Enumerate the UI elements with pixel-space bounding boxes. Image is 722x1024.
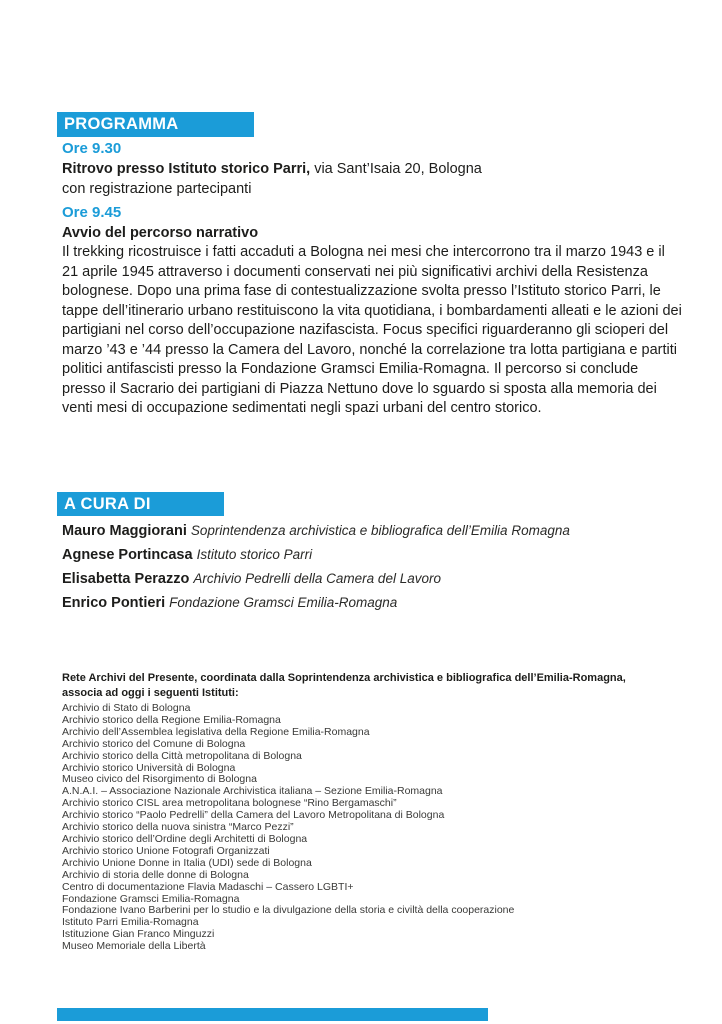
institution-item: Istituzione Gian Franco Minguzzi bbox=[62, 928, 215, 941]
curator-row bbox=[62, 543, 682, 567]
curator-affiliation: Fondazione Gramsci Emilia-Romagna bbox=[169, 595, 398, 610]
institution-item: Fondazione Gramsci Emilia-Romagna bbox=[62, 892, 240, 905]
institution-item: Archivio storico CISL area metropolitana bolognese “Rino Bergamaschi” bbox=[62, 797, 397, 810]
slot-930-registration-line: con registrazione partecipanti bbox=[62, 181, 252, 197]
a-cura-di-section-bar bbox=[57, 492, 224, 516]
slot-930-title-rest: via Sant’Isaia 20, Bologna bbox=[310, 161, 482, 177]
institution-item: Archivio storico Università di Bologna bbox=[62, 761, 236, 774]
institution-item: Museo civico del Risorgimento di Bologna bbox=[62, 773, 257, 786]
curator-row bbox=[62, 591, 682, 615]
a-cura-di-section-title: A CURA DI bbox=[64, 494, 151, 513]
network-intro-line1: Rete Archivi del Presente, coordinata dalla Soprintendenza archivistica e bibliografica dell’Emilia-Romagna, bbox=[62, 672, 626, 684]
slot-945-block bbox=[62, 203, 682, 419]
institution-item: Fondazione Ivano Barberini per lo studio e la divulgazione della storia e civiltà della cooperazione bbox=[62, 904, 515, 917]
curator-row bbox=[62, 519, 682, 543]
curator-name: Elisabetta Perazzo bbox=[62, 571, 190, 587]
programma-section-bar bbox=[57, 112, 254, 137]
institution-item: Archivio storico Unione Fotografi Organizzati bbox=[62, 844, 270, 857]
slot-930-block bbox=[62, 139, 682, 199]
footer-accent-bar bbox=[57, 1008, 488, 1021]
institution-item: Museo Memoriale della Libertà bbox=[62, 940, 206, 953]
curator-affiliation: Istituto storico Parri bbox=[196, 547, 313, 562]
curator-name: Mauro Maggiorani bbox=[62, 523, 187, 539]
institution-item: Istituto Parri Emilia-Romagna bbox=[62, 916, 199, 929]
curators-list bbox=[62, 519, 682, 615]
network-intro bbox=[62, 671, 682, 700]
curator-name: Agnese Portincasa bbox=[62, 547, 193, 563]
institution-item: Archivio storico della Città metropolitana di Bologna bbox=[62, 749, 302, 762]
institution-item: Centro di documentazione Flavia Madaschi – Cassero LGBTI+ bbox=[62, 880, 354, 893]
slot-945-description: Il trekking ricostruisce i fatti accaduti a Bologna nei mesi che intercorrono tra il marzo 1943 e il 21 aprile 1945 attraverso i documenti conservati nei più significativi archivi della Resistenza bolognese. Dopo una prima fase di contestualizzazione svolta presso l’Istituto storico Parri, le tappe dell’itinerario urbano restituiscono la vita quotidiana, i bombardamenti alleati e le azioni dei partigiani nel corso dell’occupazione nazifascista. Focus specifici riguarderanno gli scioperi del marzo ’43 e ’44 presso la Camera del Lavoro, nonché la correlazione tra lotta partigiana e partiti politici antifascisti presso la Fondazione Gramsci Emilia-Romagna. Il percorso si conclude presso il Sacrario dei partigiani di Piazza Nettuno dove lo sguardo si sposta alla memoria dei venti mesi di occupazione sedimentati negli spazi urbani del centro storico. bbox=[62, 244, 682, 416]
curator-affiliation: Archivio Pedrelli della Camera del Lavoro bbox=[193, 571, 441, 586]
institution-item: Archivio storico “Paolo Pedrelli” della Camera del Lavoro Metropolitana di Bologna bbox=[62, 809, 445, 822]
curator-row bbox=[62, 567, 682, 591]
institution-item: Archivio storico della Regione Emilia-Romagna bbox=[62, 713, 281, 726]
institution-item: Archivio storico dell’Ordine degli Architetti di Bologna bbox=[62, 832, 308, 845]
slot-945-title: Avvio del percorso narrativo bbox=[62, 225, 259, 241]
institution-item: Archivio di storia delle donne di Bologna bbox=[62, 868, 249, 881]
institution-item: Archivio storico della nuova sinistra “Marco Pezzi” bbox=[62, 821, 294, 834]
slot-930-time-label: Ore 9.30 bbox=[62, 140, 122, 157]
institution-item: A.N.A.I. – Associazione Nazionale Archivistica italiana – Sezione Emilia-Romagna bbox=[62, 785, 443, 798]
institution-item: Archivio storico del Comune di Bologna bbox=[62, 737, 246, 750]
network-section bbox=[62, 671, 682, 953]
curator-name: Enrico Pontieri bbox=[62, 595, 166, 611]
institutions-list bbox=[62, 703, 682, 953]
curator-affiliation: Soprintendenza archivistica e bibliografica dell’Emilia Romagna bbox=[190, 523, 570, 538]
institution-item: Archivio Unione Donne in Italia (UDI) sede di Bologna bbox=[62, 856, 312, 869]
slot-930-title-bold: Ritrovo presso Istituto storico Parri, bbox=[62, 161, 311, 177]
institution-item: Archivio di Stato di Bologna bbox=[62, 702, 191, 714]
slot-930-title-line bbox=[62, 159, 682, 179]
network-intro-line2: associa ad oggi i seguenti Istituti: bbox=[62, 686, 239, 699]
institution-item: Archivio dell’Assemblea legislativa della Regione Emilia-Romagna bbox=[62, 725, 370, 738]
programma-section-title: PROGRAMMA bbox=[64, 115, 179, 133]
slot-945-time-label: Ore 9.45 bbox=[62, 204, 122, 221]
